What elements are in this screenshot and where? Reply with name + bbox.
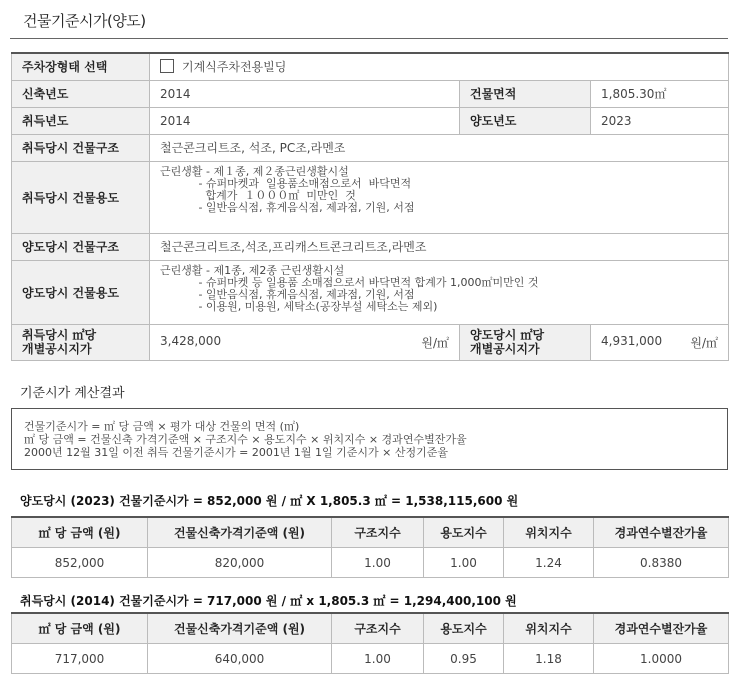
- trans-use-line: - 슈퍼마켓 등 일용품 소매점으로서 바닥면적 합계가 1,000㎡미만인 것: [160, 275, 539, 289]
- trans-use-line: 근린생활 - 제1종, 제2종 근린생활시설: [160, 263, 345, 277]
- trans-price-label-line2: 개별공시지가: [470, 342, 540, 356]
- trans-use-label: 양도당시 건물용도: [12, 260, 150, 324]
- transfer-result-table: [11, 516, 729, 578]
- acq-structure-value: 철근콘크리트조, 석조, PC조,라멘조: [150, 134, 729, 161]
- table-cell: 1.24: [504, 548, 594, 578]
- col-header: 위치지수: [504, 613, 594, 644]
- trans-price-label-line1: 양도당시 ㎡당: [470, 328, 545, 342]
- built-year-label: 신축년도: [12, 80, 150, 107]
- col-header: 경과연수별잔가율: [594, 613, 729, 644]
- mechanical-parking-checkbox-label[interactable]: 기계식주차전용빌딩: [182, 60, 287, 75]
- acq-price-label: [12, 324, 150, 360]
- table-cell: 1.18: [504, 644, 594, 674]
- col-header: 위치지수: [504, 517, 594, 548]
- trans-price-cell: [591, 324, 729, 360]
- formula-line: ㎡ 당 금액 = 건물신축 가격기준액 × 구조지수 × 용도지수 × 위치지수 × 경과연수별잔가율: [24, 433, 467, 446]
- acquire-result-title: 취득당시 (2014) 건물기준시가 = 717,000 원 / ㎡ x 1,805.3 ㎡ = 1,294,400,100 원: [20, 594, 517, 608]
- col-header: 용도지수: [424, 613, 504, 644]
- col-header: 구조지수: [332, 517, 424, 548]
- table-cell: 820,000: [148, 548, 332, 578]
- title-divider: [10, 38, 728, 39]
- table-cell: 640,000: [148, 644, 332, 674]
- built-year-value: 2014: [150, 80, 460, 107]
- acq-use-value: [150, 161, 729, 233]
- acq-structure-label: 취득당시 건물구조: [12, 134, 150, 161]
- acq-use-line: - 슈퍼마켓과 일용품소매점으로서 바닥면적: [160, 176, 412, 190]
- acq-use-label: 취득당시 건물용도: [12, 161, 150, 233]
- acq-use-line: 합계가 １０００㎡ 미만인 것: [160, 188, 356, 202]
- transfer-year-value: 2023: [591, 107, 729, 134]
- col-header: ㎡ 당 금액 (원): [12, 517, 148, 548]
- table-row: [12, 548, 729, 578]
- table-cell: 0.8380: [594, 548, 729, 578]
- table-cell: 0.95: [424, 644, 504, 674]
- table-cell: 1.00: [424, 548, 504, 578]
- transfer-year-label: 양도년도: [460, 107, 591, 134]
- col-header: ㎡ 당 금액 (원): [12, 613, 148, 644]
- trans-use-line: - 일반음식점, 휴게음식점, 제과점, 기원, 서점: [160, 287, 415, 301]
- acquire-year-label: 취득년도: [12, 107, 150, 134]
- acq-use-line: - 일반음식점, 휴게음식점, 제과점, 기원, 서점: [160, 200, 415, 214]
- building-info-table: [11, 52, 729, 361]
- trans-structure-label: 양도당시 건물구조: [12, 233, 150, 260]
- acquire-year-value: 2014: [150, 107, 460, 134]
- page-title: 건물기준시가(양도): [23, 12, 146, 30]
- transfer-result-title: 양도당시 (2023) 건물기준시가 = 852,000 원 / ㎡ X 1,805.3 ㎡ = 1,538,115,600 원: [20, 494, 519, 508]
- trans-structure-value: 철근콘크리트조,석조,프리캐스트콘크리트조,라멘조: [150, 233, 729, 260]
- col-header: 용도지수: [424, 517, 504, 548]
- formula-box: [11, 408, 728, 470]
- acq-price-label-line1: 취득당시 ㎡당: [22, 328, 97, 342]
- table-row: [12, 644, 729, 674]
- col-header: 경과연수별잔가율: [594, 517, 729, 548]
- building-area-value: 1,805.30㎡: [591, 80, 729, 107]
- calc-section-title: 기준시가 계산결과: [20, 386, 125, 401]
- col-header: 건물신축가격기준액 (원): [148, 517, 332, 548]
- table-cell: 852,000: [12, 548, 148, 578]
- trans-price-label: [460, 324, 591, 360]
- acq-price-cell: [150, 324, 460, 360]
- col-header: 건물신축가격기준액 (원): [148, 613, 332, 644]
- acq-price-value: 3,428,000: [160, 333, 222, 348]
- acq-use-line: 근린생활 - 제１종, 제２종근린생활시설: [160, 164, 349, 178]
- building-area-label: 건물면적: [460, 80, 591, 107]
- acq-price-label-line2: 개별공시지가: [22, 342, 92, 356]
- table-cell: 717,000: [12, 644, 148, 674]
- table-cell: 1.00: [332, 548, 424, 578]
- mechanical-parking-checkbox[interactable]: [160, 59, 174, 73]
- trans-use-value: [150, 260, 729, 324]
- acquire-result-table: [11, 612, 729, 674]
- table-cell: 1.0000: [594, 644, 729, 674]
- trans-price-unit: 원/㎡: [690, 335, 719, 350]
- parking-type-cell: [150, 53, 729, 80]
- trans-use-line: - 이용원, 미용원, 세탁소(공장부설 세탁소는 제외): [160, 299, 438, 313]
- acq-price-unit: 원/㎡: [421, 335, 449, 350]
- formula-line: 2000년 12월 31일 이전 취득 건물기준시가 = 2001년 1월 1일 기준시가 × 산정기준율: [24, 446, 449, 459]
- formula-line: 건물기준시가 = ㎡ 당 금액 × 평가 대상 건물의 면적 (㎡): [24, 420, 300, 433]
- parking-type-label: 주차장형태 선택: [12, 53, 150, 80]
- table-cell: 1.00: [332, 644, 424, 674]
- col-header: 구조지수: [332, 613, 424, 644]
- trans-price-value: 4,931,000: [601, 333, 663, 348]
